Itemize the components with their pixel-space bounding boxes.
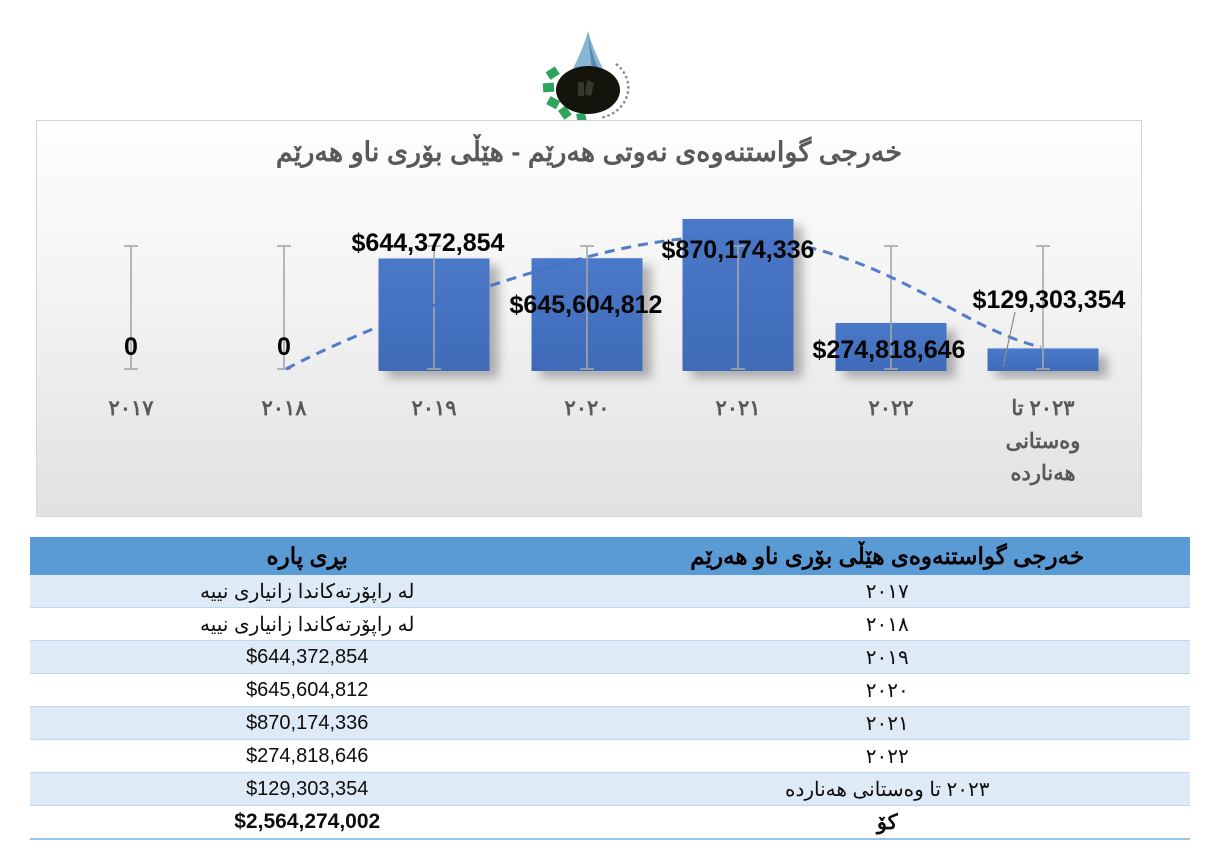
table-row-2021 (30, 707, 1190, 740)
amount-cell: $274,818,646 (30, 740, 584, 773)
table-row-2020 (30, 674, 1190, 707)
amount-cell: $129,303,354 (30, 773, 584, 806)
x-axis-label-2017: ٢٠١٧ (108, 397, 154, 420)
value-label-2023: $129,303,354 (972, 286, 1126, 314)
table-row-total (30, 806, 1190, 840)
year-cell: ٢٠١٧ (584, 575, 1190, 608)
total-label-cell: کۆ (584, 806, 1190, 840)
chart-title: خەرجی گواستنەوەی نەوتی هەرێم - هێڵی بۆری ناو هەرێم (275, 137, 903, 167)
value-label-2020: $645,604,812 (509, 291, 663, 319)
table-row-2019 (30, 641, 1190, 674)
value-label-2021: $870,174,336 (661, 236, 815, 264)
bar-chart (37, 121, 1141, 516)
x-axis-label-2022: ٢٠٢٢ (868, 397, 914, 420)
oil-drop-gear-logo (540, 26, 636, 122)
x-axis-label-2019: ٢٠١٩ (411, 397, 457, 420)
table-row-2018 (30, 608, 1190, 641)
chart-panel (36, 120, 1142, 517)
value-label-2022: $274,818,646 (812, 336, 966, 364)
data-table (30, 537, 1190, 840)
year-cell: ٢٠٢١ (584, 707, 1190, 740)
table-header-category: خەرجی گواستنەوەی هێڵی بۆری ناو هەرێم (584, 537, 1190, 575)
table-header-row (30, 537, 1190, 575)
x-axis-label-2023: ٢٠٢٣ تا وەستانی هەناردە (1005, 397, 1081, 486)
year-cell: ٢٠٢٢ (584, 740, 1190, 773)
amount-cell: لە راپۆرتەکاندا زانیاری نییە (30, 575, 584, 608)
table-row-2017 (30, 575, 1190, 608)
table-row-2022 (30, 740, 1190, 773)
amount-cell: $645,604,812 (30, 674, 584, 707)
amount-cell: $870,174,336 (30, 707, 584, 740)
x-axis-label-2018: ٢٠١٨ (261, 397, 307, 420)
total-amount-cell: $2,564,274,002 (30, 806, 584, 840)
table-header-amount: بڕی پارە (30, 537, 584, 575)
amount-cell: لە راپۆرتەکاندا زانیاری نییە (30, 608, 584, 641)
year-cell: ٢٠١٨ (584, 608, 1190, 641)
x-axis-label-2021: ٢٠٢١ (715, 397, 761, 420)
value-label-2019: $644,372,854 (351, 229, 505, 257)
value-label-2017: 0 (124, 333, 138, 361)
table-row-2023 (30, 773, 1190, 806)
year-cell: ٢٠٢٠ (584, 674, 1190, 707)
amount-cell: $644,372,854 (30, 641, 584, 674)
year-cell: ٢٠١٩ (584, 641, 1190, 674)
value-label-2018: 0 (277, 333, 291, 361)
x-axis-label-2020: ٢٠٢٠ (564, 397, 610, 420)
year-cell: ٢٠٢٣ تا وەستانی هەناردە (584, 773, 1190, 806)
